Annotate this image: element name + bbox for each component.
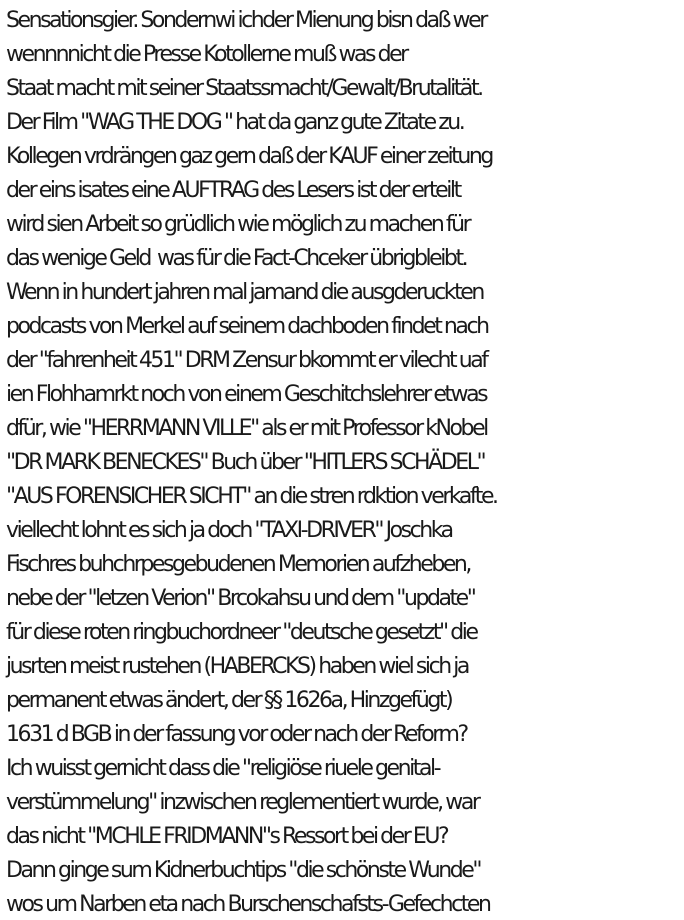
text-line: "DR MARK BENECKES" Buch über "HITLERS SCHÄDEL" [6, 450, 485, 475]
text-line: das nicht "MCHLE FRIDMANN"s Ressort bei der EU? [6, 824, 448, 849]
text-line: für diese roten ringbuchordneer "deutsche gesetzt" die [6, 620, 477, 645]
text-line: das wenige Geld was für die Fact-Chceker übrigbleibt. [6, 246, 467, 271]
text-line: 1631 d BGB in der fassung vor oder nach der Reform? [6, 722, 467, 747]
text-line: wird sien Arbeit so grüdlich wie möglich zu machen für [6, 212, 470, 237]
text-line: jusrten meist rustehen (HABERCKS) haben wiel sich ja [6, 654, 468, 679]
text-line: podcasts von Merkel auf seinem dachboden findet nach [6, 314, 488, 339]
text-line: Kollegen vrdrängen gaz gern daß der KAUF einer zeitung [6, 144, 492, 169]
text-line: viellecht lohnt es sich ja doch "TAXI-DRIVER" Joschka [6, 518, 452, 543]
text-line: wos um Narben eta nach Burschenschafsts-Gefechcten [6, 892, 490, 917]
text-line: "AUS FORENSICHER SICHT" an die stren rdktion verkafte. [6, 484, 497, 509]
text-line: verstümmelung" inzwischen reglementiert wurde, war [6, 790, 479, 815]
text-line: Wenn in hundert jahren mal jamand die ausgderuckten [6, 280, 483, 305]
body-text [6, 4, 682, 920]
text-line: der eins isates eine AUFTRAG des Lesers ist der erteilt [6, 178, 460, 203]
text-line: permanent etwas ändert, der §§ 1626a, Hinzgefügt) [6, 688, 452, 713]
text-line: Der Film "WAG THE DOG " hat da ganz gute Zitate zu. [6, 110, 464, 135]
text-line: Ich wuisst gernicht dass die "religiöse riuele genital- [6, 756, 440, 781]
text-line: wennnnicht die Presse Kotollerne muß was der [6, 42, 407, 67]
text-line: Dann ginge sum Kidnerbuchtips "die schönste Wunde" [6, 858, 480, 883]
text-line: ien Flohhamrkt noch von einem Geschitchslehrer etwas [6, 382, 487, 407]
text-line: der "fahrenheit 451" DRM Zensur bkommt er vilecht uaf [6, 348, 487, 373]
text-line: Fischres buhchrpesgebudenen Memorien aufzheben, [6, 552, 470, 577]
text-line: nebe der "letzen Verion" Brcokahsu und dem "update" [6, 586, 475, 611]
text-line: Sensationsgier. Sondernwi ichder Mienung bisn daß wer [6, 8, 486, 33]
text-line: Staat macht mit seiner Staatssmacht/Gewalt/Brutalität. [6, 76, 482, 101]
text-line: dfür, wie "HERRMANN VILLE" als er mit Professor kNobel [6, 416, 487, 441]
